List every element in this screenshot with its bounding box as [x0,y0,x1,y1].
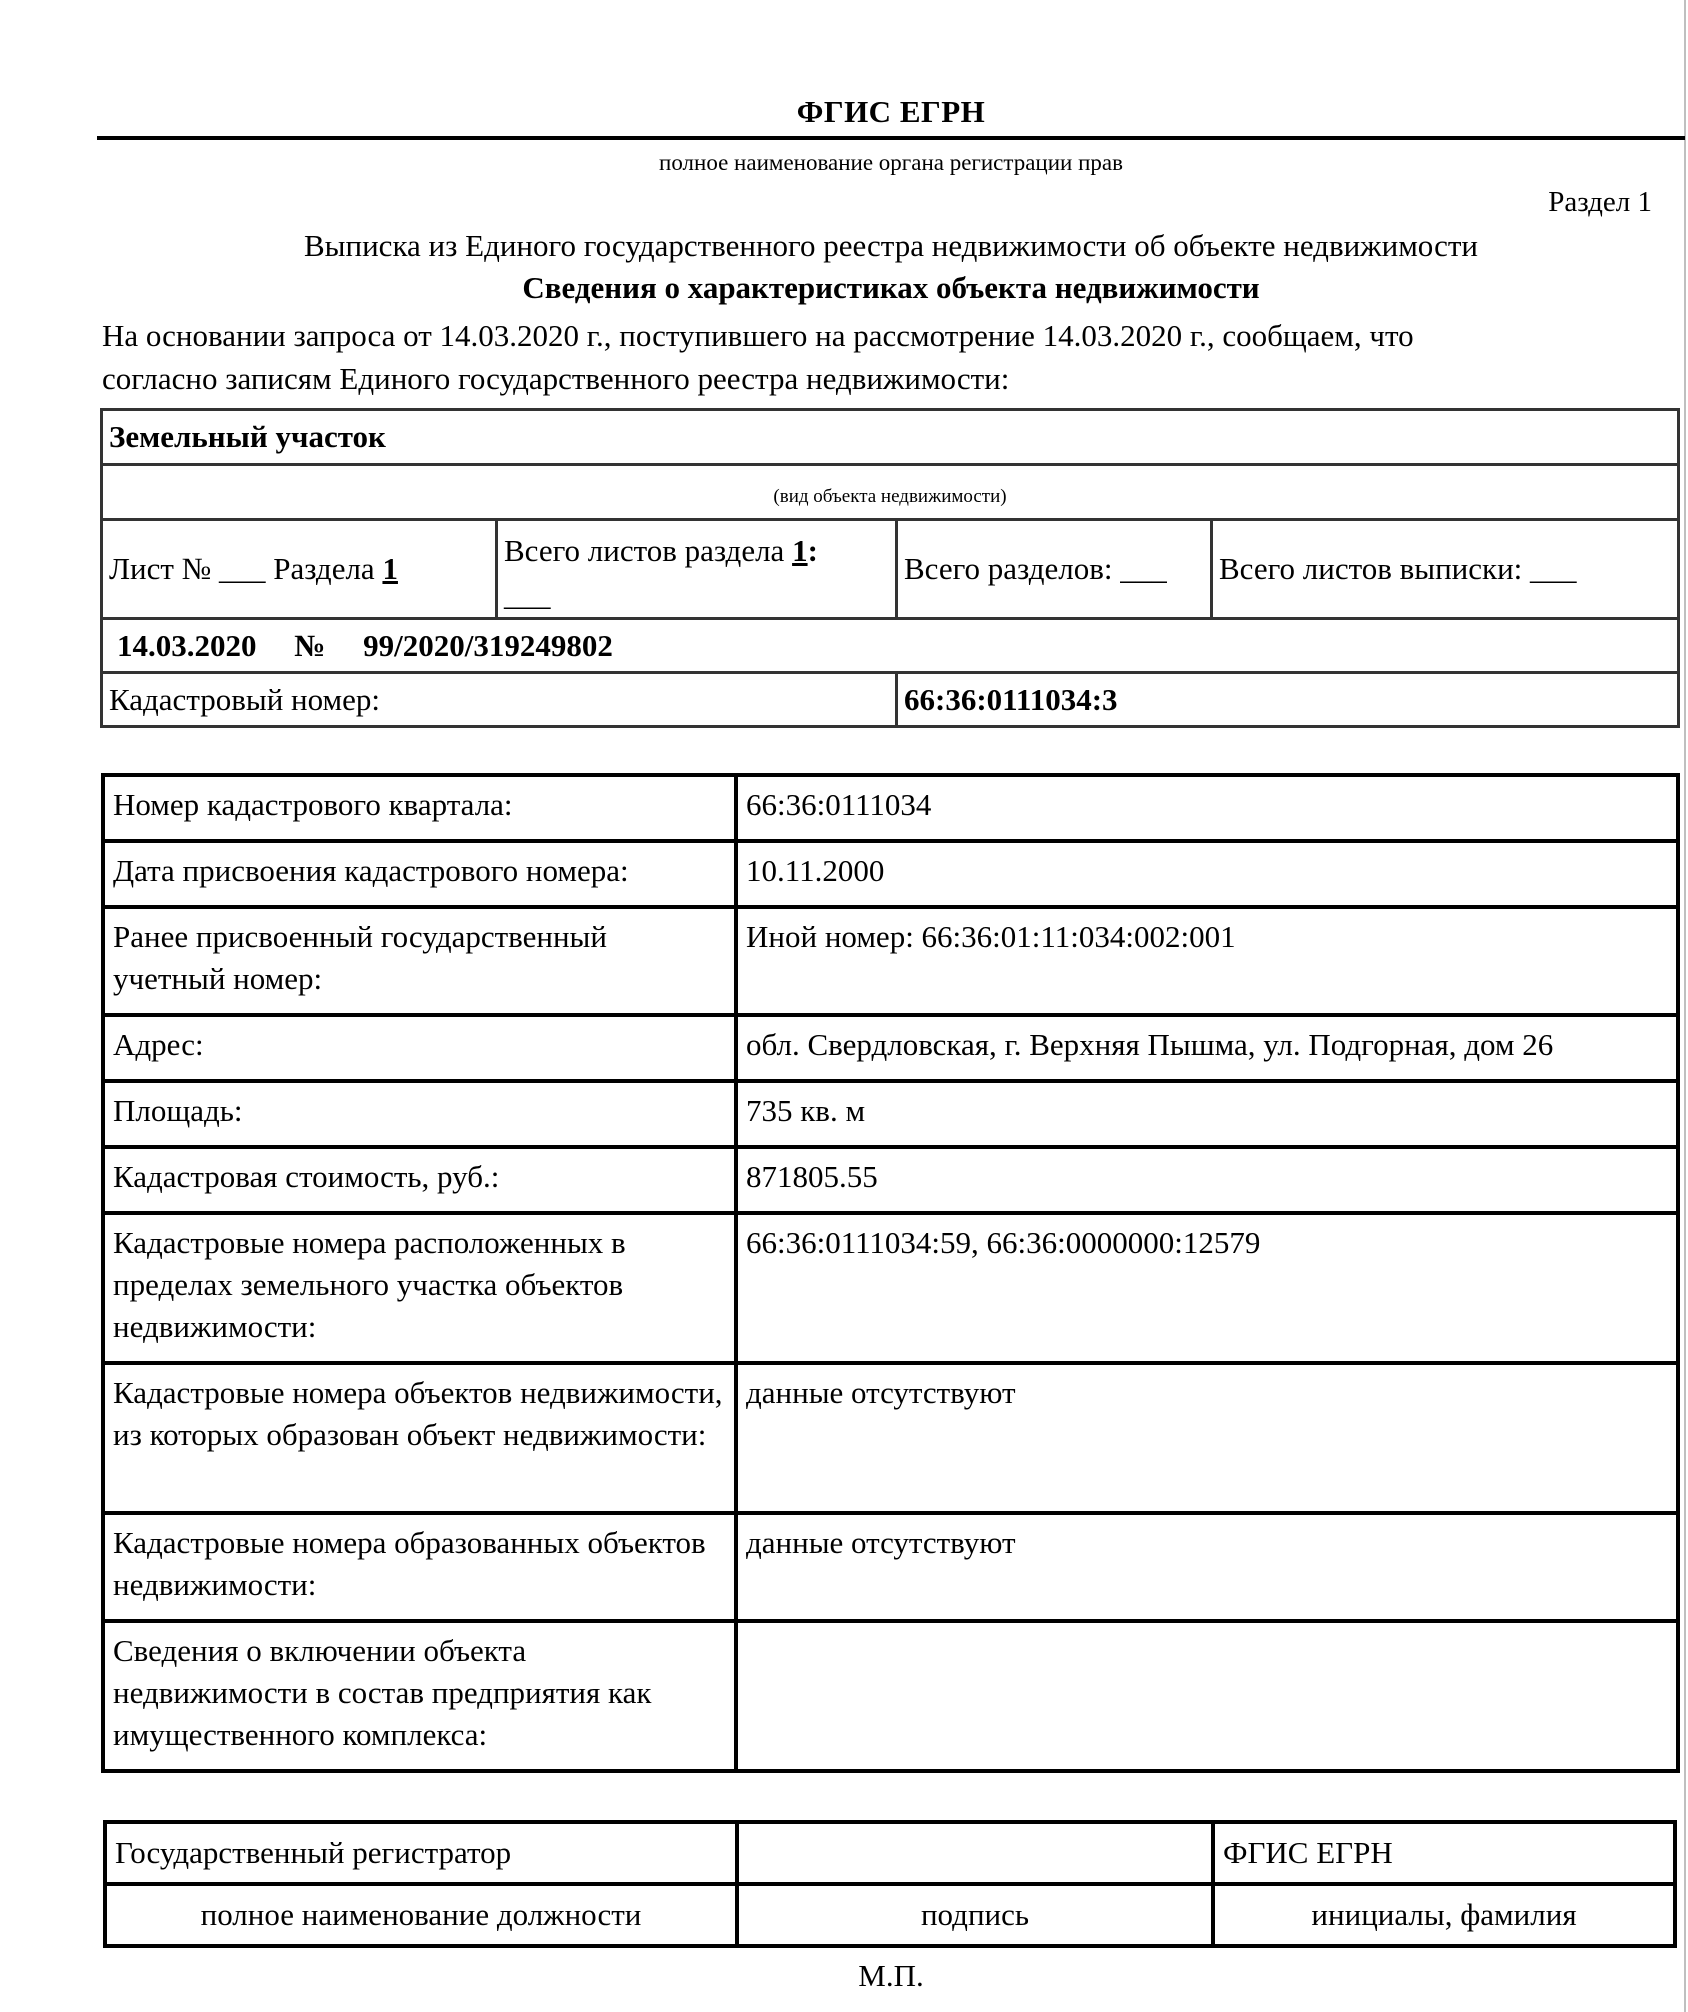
total-sections-label: Всего разделов: [904,551,1113,586]
request-date: 14.03.2020 [117,627,257,663]
property-value: 871805.55 [736,1147,1678,1213]
stamp-label: М.П. [858,1958,924,1993]
total-extract-sheets-label: Всего листов выписки: [1219,551,1523,586]
total-sections-cell [897,520,1212,619]
registry-title: ФГИС ЕГРН [796,94,986,129]
property-row [103,1621,1678,1771]
object-type: Земельный участок [102,410,1679,465]
header-rule [97,136,1685,140]
sheet-label: Лист № [109,551,212,586]
number-sign: № [294,627,326,663]
property-label: Кадастровая стоимость, руб.: [103,1147,736,1213]
property-row [103,907,1678,1015]
property-row [103,775,1678,841]
colon: : [807,533,818,568]
property-row [103,1147,1678,1213]
object-header-table [100,408,1680,728]
name-caption: инициалы, фамилия [1213,1884,1675,1946]
property-value: данные отсутствуют [736,1513,1678,1621]
intro-paragraph [102,314,1662,400]
property-value: 66:36:0111034 [736,775,1678,841]
total-section-sheets-cell [497,520,897,619]
total-section-sheets-label: Всего листов раздела [504,533,785,568]
property-value: обл. Свердловская, г. Верхняя Пышма, ул. Подгорная, дом 26 [736,1015,1678,1081]
total-sections-blank: ___ [1120,551,1167,586]
cadastral-number-label: Кадастровый номер: [102,673,897,727]
extract-subtitle: Сведения о характеристиках объекта недвижимости [522,270,1260,305]
cadastral-number-value: 66:36:0111034:3 [897,673,1679,727]
property-row [103,1363,1678,1513]
property-label: Кадастровые номера объектов недвижимости, из которых образован объект недвижимости: [103,1363,736,1513]
total-extract-sheets-cell [1212,520,1679,619]
section-of-value: 1 [382,551,398,586]
property-value: данные отсутствуют [736,1363,1678,1513]
signature-caption: подпись [737,1884,1213,1946]
registry-caption: полное наименование органа регистрации прав [659,150,1123,175]
property-label: Площадь: [103,1081,736,1147]
registrar-position: Государственный регистратор [105,1822,737,1884]
property-value: 66:36:0111034:59, 66:36:0000000:12579 [736,1213,1678,1363]
section-label: Раздел 1 [1548,186,1652,218]
properties-table [101,773,1680,1773]
position-caption: полное наименование должности [105,1884,737,1946]
property-label: Кадастровые номера расположенных в пределах земельного участка объектов недвижимости: [103,1213,736,1363]
property-row [103,841,1678,907]
property-label: Ранее присвоенный государственный учетный номер: [103,907,736,1015]
property-label: Кадастровые номера образованных объектов недвижимости: [103,1513,736,1621]
signature-table [103,1820,1677,1948]
property-row [103,1015,1678,1081]
total-extract-sheets-blank: ___ [1530,551,1577,586]
sheet-blank: ___ [219,551,266,586]
registrar-signature [737,1822,1213,1884]
section-of-label: Раздела [273,551,375,586]
property-label: Сведения о включении объекта недвижимости в состав предприятия как имущественного комплекса: [103,1621,736,1771]
property-label: Номер кадастрового квартала: [103,775,736,841]
sheet-number-cell [102,520,497,619]
property-row [103,1213,1678,1363]
property-label: Адрес: [103,1015,736,1081]
request-number: 99/2020/319249802 [363,627,613,663]
property-value: 10.11.2000 [736,841,1678,907]
intro-line-1: На основании запроса от 14.03.2020 г., поступившего на рассмотрение 14.03.2020 г., сообщаем, что [102,318,1414,353]
property-row [103,1081,1678,1147]
intro-line-2: согласно записям Единого государственного реестра недвижимости: [102,361,1010,396]
property-value: Иной номер: 66:36:01:11:034:002:001 [736,907,1678,1015]
extract-title: Выписка из Единого государственного реестра недвижимости об объекте недвижимости [304,228,1478,263]
request-row [102,619,1679,673]
property-row [103,1513,1678,1621]
object-type-caption: (вид объекта недвижимости) [102,465,1679,520]
total-section-sheets-blank: ___ [504,577,551,612]
total-section-sheets-value: 1 [792,533,808,568]
property-value: 735 кв. м [736,1081,1678,1147]
property-label: Дата присвоения кадастрового номера: [103,841,736,907]
property-value [736,1621,1678,1771]
registrar-name: ФГИС ЕГРН [1213,1822,1675,1884]
